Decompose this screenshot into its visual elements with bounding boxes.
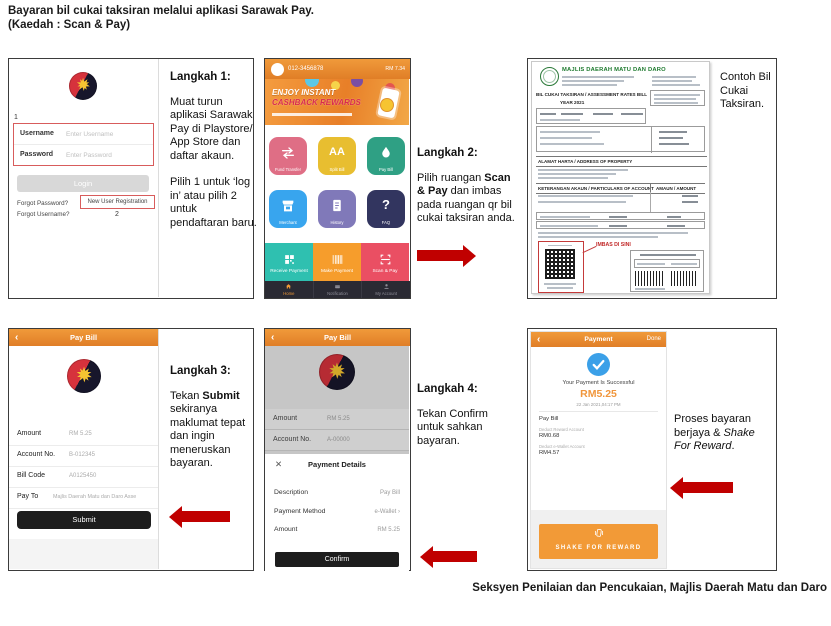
marker-2: 2 [115, 211, 119, 218]
redacted-text-line [609, 225, 627, 227]
redacted-amount [667, 225, 685, 227]
bill-note-box [650, 90, 705, 106]
step2-body [417, 172, 519, 226]
bill-date-row [536, 212, 705, 220]
redacted-text-line [540, 119, 580, 121]
tile-pay-bill[interactable] [367, 137, 405, 175]
barcode-icon [331, 253, 344, 266]
forgot-password-link[interactable]: Forgot Password? [17, 200, 69, 207]
sheet-row [265, 484, 409, 502]
step3-body [170, 390, 258, 471]
step2-instruction [417, 147, 519, 239]
notification-icon [334, 283, 341, 290]
page-footer: Seksyen Penilaian dan Pencukaian, Majlis Daerah Matu dan Daro [472, 582, 827, 594]
panel-step4-confirm-screen [264, 328, 411, 571]
description-label: Description [274, 489, 308, 496]
step4-arrow-left [433, 551, 477, 562]
amount-value: RM 5.25 [377, 526, 400, 533]
step4-heading: Langkah 4: [417, 383, 478, 395]
redacted-text-line [538, 201, 626, 203]
sarawak-pay-logo-icon [67, 359, 101, 393]
step1-heading: Langkah 1: [170, 71, 231, 83]
tile-make-payment[interactable] [313, 243, 361, 283]
pay-to-value: Majlis Daerah Matu dan Daro Asse [53, 494, 137, 500]
step1-para1: Muat turun aplikasi Sarawak Pay di Playstore/ App Store dan daftar akaun. [170, 95, 253, 162]
promo-banner[interactable] [265, 79, 409, 125]
confirm-header [265, 329, 410, 346]
bill-code-label: Bill Code [17, 472, 46, 479]
new-user-registration-link[interactable]: New User Registration [87, 199, 148, 205]
sarawak-pay-logo-icon [319, 354, 355, 390]
caption-italic: Shake For Reward [674, 426, 755, 452]
panel-step1 [8, 58, 257, 299]
tile-split-bill[interactable] [318, 137, 356, 175]
bill-caption: Contoh Bil Cukai Taksiran. [720, 71, 771, 110]
panel-success [527, 328, 777, 571]
account-no-value: A-00000 [327, 437, 350, 443]
screen-footer-area [9, 539, 159, 569]
bill-caption-block [720, 71, 776, 125]
divider [539, 411, 658, 412]
confirm-title: Pay Bill [323, 333, 352, 342]
redacted-text-line [593, 113, 613, 115]
step1-para2: Pilih 1 untuk ‘log in’ atau pilih 2 untuk pendaftaran baru. [170, 176, 257, 229]
divider [651, 127, 652, 153]
qr-highlight-box [538, 241, 584, 293]
scan-here-label: IMBAS DI SINI [596, 242, 631, 248]
payment-slip [630, 250, 704, 292]
description-value: Pay Bill [379, 489, 400, 496]
payment-details-sheet [265, 454, 409, 572]
redacted-amount [682, 201, 698, 203]
banner-title-1: ENJOY INSTANT [272, 88, 336, 97]
tile-scan-and-pay[interactable] [361, 243, 409, 283]
username-row [14, 124, 153, 144]
field-row [9, 445, 159, 467]
redacted-text-line [538, 169, 628, 171]
step1-instruction [170, 71, 258, 243]
wallet-balance: RM 7.34 [385, 66, 405, 72]
step2-body-pre: Pilih ruangan [417, 171, 485, 184]
step3-heading: Langkah 3: [170, 365, 231, 377]
tile-label: Fund Transfer [274, 167, 302, 172]
redacted-text-line [562, 84, 617, 86]
nav-home[interactable] [265, 281, 313, 298]
divider [650, 192, 651, 212]
council-crest-icon [540, 67, 559, 86]
banner-coin-graphic [381, 99, 393, 111]
tile-history[interactable] [318, 190, 356, 228]
sheet-title: Payment Details [308, 460, 366, 469]
pay-to-label: Pay To [17, 493, 39, 500]
sarawak-pay-logo-icon [69, 72, 97, 100]
caption-post: . [731, 440, 735, 452]
scan-frame-icon [379, 253, 392, 266]
amount-label: Amount [17, 430, 42, 437]
bill-particulars-header: KETERANGAN AKAUN / PARTICULARS OF ACCOUNT [538, 186, 654, 191]
redacted-text-line [621, 113, 643, 115]
dim-field-row [265, 430, 409, 451]
home-icon [285, 283, 292, 290]
account-no-label: Account No. [17, 451, 56, 458]
step2-arrow-right [417, 250, 463, 261]
redacted-amount [659, 131, 687, 133]
bill-account-box [536, 108, 646, 124]
nav-notification[interactable] [313, 281, 362, 298]
success-description: Pay Bill [539, 416, 559, 422]
redacted-text-line [637, 263, 665, 265]
redacted-amount [659, 143, 689, 145]
redacted-text-line [562, 76, 634, 78]
redacted-text-line [540, 131, 600, 133]
marker-1: 1 [14, 114, 18, 121]
redacted-text-line [652, 84, 700, 86]
forgot-username-link[interactable]: Forgot Username? [17, 211, 70, 218]
qr-code-icon [283, 253, 296, 266]
redacted-text-line [544, 283, 576, 285]
redacted-text-line [538, 195, 633, 197]
redacted-text-line [538, 236, 658, 238]
login-button[interactable]: Login [17, 175, 149, 192]
bill-title: BIL CUKAI TAKSIRAN / ASSESSMENT RATES BILL [536, 92, 648, 97]
dimmed-background [265, 346, 409, 454]
tile-receive-payment[interactable] [265, 243, 313, 283]
redacted-text-line [548, 245, 572, 247]
storefront-icon [280, 198, 296, 214]
redacted-text-line [538, 173, 616, 175]
tile-merchant[interactable] [269, 190, 307, 228]
success-amount: RM5.25 [580, 388, 617, 400]
sheet-row [265, 503, 409, 521]
redacted-text-line [538, 177, 608, 179]
redacted-text-line [654, 102, 698, 104]
bill-date-row [536, 221, 705, 229]
shake-phone-icon [593, 527, 605, 539]
step2-body-bold: Scan & Pay [417, 171, 511, 197]
bottom-nav [265, 281, 410, 298]
bill-year: YEAR 2021 [560, 100, 585, 105]
password-input[interactable]: Enter Password [66, 151, 112, 159]
redacted-text-line [538, 232, 688, 234]
amount-value[interactable]: RM 5.25 [69, 431, 92, 437]
redacted-text-line [640, 254, 696, 256]
assessment-bill [531, 61, 710, 294]
payment-header [531, 332, 666, 347]
slip-barcode [671, 271, 697, 286]
payment-method-value[interactable]: e-Wallet › [374, 508, 400, 515]
bill-summary-box [536, 126, 705, 152]
redacted-text-line [654, 98, 696, 100]
tile-faq[interactable] [367, 190, 405, 228]
caption-pre: Proses bayaran berjaya & [674, 413, 752, 439]
bill-address-header: ALAMAT HARTA / ADDRESS OF PROPERTY [536, 156, 707, 167]
account-no-value[interactable]: B-012345 [69, 452, 96, 458]
register-highlight-box [80, 195, 155, 209]
quick-action-row [265, 243, 409, 283]
password-label: Password [20, 151, 54, 158]
success-check-icon [587, 353, 610, 376]
banner-fine-print [272, 113, 352, 116]
submit-button[interactable]: Submit [17, 511, 151, 529]
login-screen [9, 59, 159, 297]
password-row [14, 144, 153, 165]
deduct-wallet-label: Deduct e-Wallet Account [539, 444, 585, 449]
slip-header-box [634, 259, 700, 268]
droplet-icon [379, 145, 394, 160]
banner-decoration [305, 79, 319, 87]
confirm-button[interactable]: Confirm [275, 552, 399, 567]
step3-body-pre: Tekan [170, 389, 203, 402]
transfer-arrows-icon [280, 145, 296, 161]
pointer-line [582, 246, 596, 253]
tile-row-2 [269, 190, 405, 228]
tile-label: Merchant [279, 220, 297, 225]
bill-code-value[interactable]: A0125450 [69, 473, 97, 479]
paybill-screen [9, 329, 159, 569]
dim-field-row [265, 409, 409, 430]
tile-label: FAQ [381, 220, 391, 225]
tile-label: Pay Bill [379, 167, 393, 172]
sheet-row [265, 521, 409, 539]
redacted-text-line [652, 76, 696, 78]
page-subtitle: (Kaedah : Scan & Pay) [8, 19, 131, 31]
success-status: Your Payment Is Successful [562, 380, 635, 386]
paybill-header [9, 329, 158, 346]
nav-label: Notification [327, 291, 348, 297]
amount-value: RM 5.25 [327, 416, 350, 422]
amount-label: Amount [274, 526, 298, 533]
success-caption [674, 413, 766, 467]
success-caption-text [674, 413, 766, 454]
amount-label: Amount [273, 415, 298, 422]
payment-title: Payment [584, 335, 613, 343]
panel-bill-example [527, 58, 777, 299]
account-no-label: Account No. [273, 436, 312, 443]
redacted-amount [682, 195, 698, 197]
tile-row-1 [269, 137, 405, 175]
payment-method-label: Payment Method [274, 508, 326, 515]
tile-label: Make Payment [321, 268, 353, 274]
step2-heading: Langkah 2: [417, 147, 478, 159]
shake-button-label: SHAKE FOR REWARD [555, 545, 642, 551]
qr-code [545, 249, 575, 279]
success-datetime: 22 Jan 2021,04:17 PM [576, 402, 621, 407]
redacted-text-line [540, 113, 556, 115]
tile-label: Scan & Pay [372, 268, 398, 274]
bill-amount-header: AMAUN / AMOUNT [656, 186, 697, 191]
redacted-text-line [609, 216, 627, 218]
council-name: MAJLIS DAERAH MATU DAN DARO [562, 67, 666, 73]
tile-label: Receive Payment [270, 268, 308, 274]
deduct-reward-value: RM0.68 [539, 433, 560, 439]
person-icon [383, 283, 390, 290]
aa-icon: AA [329, 146, 345, 158]
redacted-text-line [671, 263, 697, 265]
question-mark-icon: ? [382, 197, 390, 212]
panel-step3 [8, 328, 254, 571]
field-row [9, 487, 159, 509]
slip-barcode [635, 271, 665, 286]
tile-label: History [330, 220, 344, 225]
username-label: Username [20, 130, 54, 137]
step2-body-post: dan imbas pada ruangan qr bil cukai taksiran anda. [417, 185, 515, 224]
paybill-title: Pay Bill [69, 333, 98, 342]
done-button[interactable]: Done [646, 336, 661, 342]
redacted-amount [659, 137, 683, 139]
redacted-text-line [652, 80, 692, 82]
redacted-text-line [547, 287, 573, 289]
bill-particulars-header-row [536, 183, 705, 194]
panel-step2-home-screen [264, 58, 411, 299]
redacted-amount [667, 216, 681, 218]
banner-title-2: CASHBACK REWARDS [272, 98, 361, 107]
step4-body: Tekan Confirm untuk sahkan bayaran. [417, 407, 488, 447]
deduct-reward-label: Deduct Reward Account [539, 427, 584, 432]
step3-body-bold: Submit [202, 389, 240, 402]
login-fields-highlight-box [13, 123, 154, 166]
page-title: Bayaran bil cukai taksiran melalui aplikasi Sarawak Pay. [8, 5, 314, 17]
redacted-text-line [540, 216, 590, 218]
username-input[interactable]: Enter Username [66, 130, 114, 138]
tile-fund-transfer[interactable] [269, 137, 307, 175]
redacted-text-line [562, 80, 624, 82]
shake-for-reward-button[interactable] [539, 524, 658, 559]
reward-area [531, 510, 666, 569]
redacted-text-line [635, 288, 665, 290]
avatar[interactable] [271, 63, 284, 76]
phone-number: 012-3456878 [288, 65, 324, 72]
redacted-text-line [561, 113, 583, 115]
field-row [9, 466, 159, 488]
payment-success-screen [530, 331, 667, 569]
banner-decoration [351, 79, 363, 87]
success-arrow-left [683, 482, 733, 493]
redacted-text-line [540, 225, 598, 227]
deduct-wallet-value: RM4.57 [539, 450, 560, 456]
redacted-text-line [654, 94, 700, 96]
check-icon [587, 353, 610, 376]
step3-instruction [170, 365, 258, 484]
home-header [265, 59, 410, 79]
nav-my-account[interactable] [361, 281, 410, 298]
step4-instruction [417, 383, 517, 461]
step3-body-post: sekiranya maklumat tepat dan ingin meneruskan bayaran. [170, 403, 246, 469]
step3-arrow-left [182, 511, 230, 522]
nav-label: Home [283, 291, 295, 297]
tile-label: Split Bill [329, 167, 345, 172]
nav-label: My Account [375, 291, 397, 297]
field-row [9, 424, 159, 446]
receipt-icon [330, 198, 345, 213]
redacted-text-line [540, 143, 604, 145]
redacted-text-line [540, 137, 592, 139]
